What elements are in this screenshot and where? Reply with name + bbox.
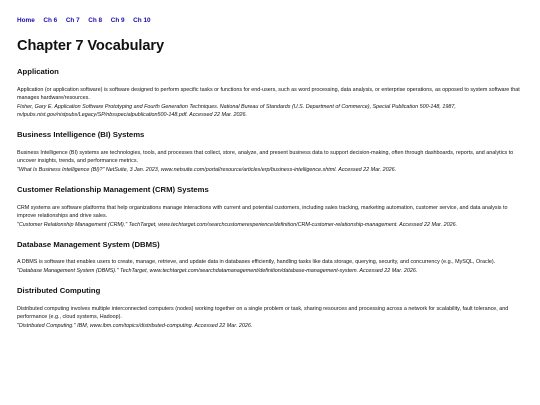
vocab-entry-dbms bbox=[17, 240, 523, 276]
vocab-definition: Business Intelligence (BI) systems are technologies, tools, and processes that collect, store, analyze, and present business data to support decision-making, often through dashboards, reports, and analytics to uncover insights, trends, and performance metrics. bbox=[17, 149, 514, 165]
vocab-entry-distributed-computing bbox=[17, 286, 523, 330]
nav-link-ch6[interactable]: Ch 6 bbox=[43, 17, 58, 24]
vocab-term: Distributed Computing bbox=[17, 286, 101, 296]
vocabulary-list bbox=[17, 67, 523, 330]
vocab-term: Application bbox=[17, 67, 59, 76]
vocab-entry-crm-systems bbox=[17, 185, 523, 229]
vocab-citation: "What Is Business Intelligence (BI)?" NetSuite, 3 Jan. 2023, www.netsuite.com/portal/resource/articles/erp/business-intelligence.shtml. Accessed 22 Mar. 2026. bbox=[17, 167, 397, 174]
nav-link-ch8[interactable]: Ch 8 bbox=[88, 17, 103, 24]
vocab-citation: "Database Management System (DBMS)." TechTarget, www.techtarget.com/searchdatamanagement/definition/database-management-system. Accessed 22 Mar. 2026. bbox=[17, 268, 418, 275]
top-nav bbox=[17, 16, 523, 25]
vocab-definition: A DBMS is software that enables users to create, manage, retrieve, and update data in databases efficiently, handling tasks like data storage, querying, security, and concurrency (e.g., MySQL, Oracle). bbox=[17, 259, 496, 266]
nav-link-ch7[interactable]: Ch 7 bbox=[65, 17, 80, 24]
vocab-citation: "Customer Relationship Management (CRM)." TechTarget, www.techtarget.com/searchcustomerexperience/definition/CRM-customer-relationship-management. Accessed 22 Mar. 2026. bbox=[17, 221, 458, 228]
vocab-term: Business Intelligence (BI) Systems bbox=[17, 130, 145, 140]
vocab-citation: Fisher, Gary E. Application Software Prototyping and Fourth Generation Techniques. National Bureau of Standards (U.S. Department of Commerce), Special Publication 500-148, 1987, nvlpubs.nist.gov/nistpubs/Legacy/SP/nbsspecialpublication500-148.pdf. Accessed 22 Mar. 2026. bbox=[17, 103, 456, 119]
nav-link-home[interactable]: Home bbox=[17, 17, 35, 24]
vocab-term: Customer Relationship Management (CRM) Systems bbox=[17, 185, 209, 195]
page-title: Chapter 7 Vocabulary bbox=[17, 38, 164, 54]
vocab-definition: Application (or application software) is software designed to perform specific tasks or functions for end-users, such as word processing, data analysis, or enterprise operations, as opposed to system software that manages hardware/resources. bbox=[17, 86, 520, 102]
nav-link-ch10[interactable]: Ch 10 bbox=[133, 17, 151, 24]
vocab-definition: Distributed computing involves multiple interconnected computers (nodes) working together on a single problem or task, sharing resources and processing across a network for scalability, fault tolerance, and performance (e.g., cloud systems, Hadoop). bbox=[17, 305, 509, 321]
page-content bbox=[17, 16, 523, 330]
vocab-citation: "Distributed Computing." IBM, www.ibm.com/topics/distributed-computing. Accessed 22 Mar. 2026. bbox=[17, 322, 253, 329]
vocab-definition: CRM systems are software platforms that help organizations manage interactions with current and potential customers, including sales tracking, marketing automation, customer service, and data analysis to improve relationships and drive sales. bbox=[17, 204, 508, 220]
vocab-entry-application bbox=[17, 67, 523, 120]
vocab-term: Database Management System (DBMS) bbox=[17, 239, 160, 249]
vocab-entry-bi-systems bbox=[17, 130, 523, 174]
nav-link-ch9[interactable]: Ch 9 bbox=[110, 17, 125, 24]
